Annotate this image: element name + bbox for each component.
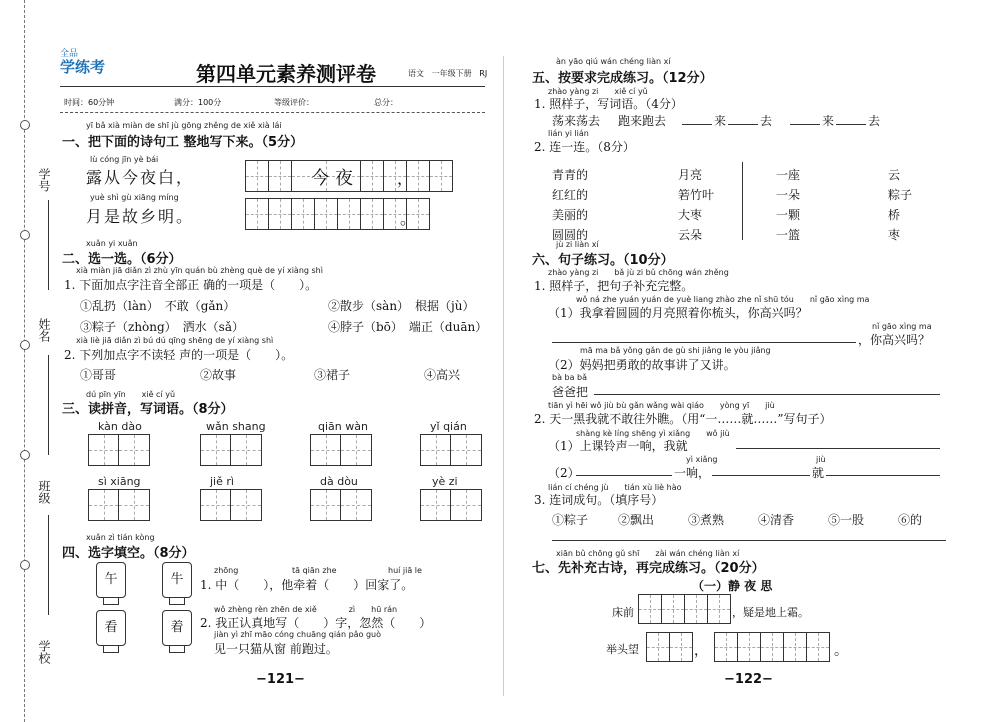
rating-label: 等级评价： [274, 98, 314, 107]
s4-q2[interactable]: 2. 我正认真地写（ ）字，忽然（ ） [200, 616, 432, 630]
s5-blank[interactable] [728, 112, 758, 125]
s3-row2-pinyin: sì xiāng [98, 475, 141, 488]
match-left-b[interactable]: 云朵 [678, 228, 703, 242]
s5-lai: 来 [822, 114, 835, 128]
s6-q3-opt: ③煮熟 [688, 513, 725, 527]
s6-q1: 1. 照样子，把句子补充完整。 [534, 279, 694, 293]
s6-q1a2-pinyin: nǐ gāo xìng ma [872, 322, 932, 331]
page-divider [503, 56, 504, 696]
match-left-b[interactable]: 箬竹叶 [678, 188, 715, 202]
s6-q3-pinyin: lián cí chéng jù tián xù liè hào [548, 483, 682, 492]
info-rule [60, 112, 485, 113]
logo [60, 46, 105, 77]
s6-pinyin: jù zi liàn xí [556, 240, 599, 249]
s6-answer-line[interactable] [552, 528, 946, 541]
s6-q2a-pinyin: shàng kè líng shēng yì xiǎng wǒ jiù [576, 429, 730, 438]
s6-q2b-pre: （2） [548, 466, 580, 480]
s4-pinyin: xuǎn zì tián kòng [86, 533, 155, 542]
s5-example: 跑来跑去 [618, 114, 667, 128]
s2-q1-opt[interactable]: ②散步（sàn） 根据（jù） [328, 299, 475, 313]
s4-title: 四、选字填空。（8分） [62, 546, 195, 561]
s6-q2b-pinyin: yì xiǎng [686, 455, 718, 464]
poem-title: （一）静 夜 思 [692, 579, 773, 593]
side-field-line[interactable] [48, 355, 49, 455]
total-label: 总分： [374, 98, 398, 107]
binding-hole [20, 120, 30, 130]
poem-grid-2[interactable] [646, 632, 692, 662]
s5-title: 五、按要求完成练习。（12分） [532, 71, 713, 86]
s1-line1: 露从今夜白， [86, 168, 195, 187]
subject: 语文 [408, 69, 424, 78]
s7-title: 七、先补充古诗，再完成练习。（20分） [532, 561, 765, 576]
match-left-b[interactable]: 月亮 [678, 168, 703, 182]
s6-q1-pinyin: zhào yàng zi bǎ jù zi bǔ chōng wán zhěng [548, 268, 729, 277]
s3-row1-pinyin: kàn dào [98, 420, 142, 433]
s3-row1-pinyin: yǐ qián [430, 420, 467, 433]
s1-comma: ， [397, 169, 414, 188]
match-left-a[interactable]: 美丽的 [552, 208, 589, 222]
s3-row1-pinyin: qiān wàn [318, 420, 368, 433]
s5-qu: 去 [868, 114, 881, 128]
s6-answer-line[interactable] [736, 436, 940, 449]
match-right-b[interactable]: 云 [888, 168, 901, 182]
side-school: 学校 [37, 640, 51, 664]
s3-grid[interactable] [88, 434, 150, 466]
poem-line2-pre: 举头望 [606, 643, 639, 656]
s5-blank[interactable] [836, 112, 866, 125]
char-card-wu: 午 [96, 562, 126, 598]
s1-pinyin: yī bǎ xià miàn de shī jù gōng zhěng de xiě xià lái [86, 121, 282, 130]
s6-q2b-pinyin: jiù [816, 455, 826, 464]
side-name: 姓名 [37, 318, 51, 342]
side-class: 班级 [37, 480, 51, 504]
s2-pinyin: xuǎn yi xuǎn [86, 239, 138, 248]
s6-answer-line[interactable] [576, 463, 672, 476]
poem-line1-post: ，疑是地上霜。 [732, 606, 809, 619]
s6-answer-line[interactable] [712, 463, 810, 476]
match-right-a[interactable]: 一座 [776, 168, 801, 182]
s4-q1[interactable]: 1. 中（ ），他牵着（ ）回家了。 [200, 578, 414, 592]
s6-q3-opt: ①粽子 [552, 513, 589, 527]
s4-q2b: 见一只猫从窗 前跑过。 [214, 642, 338, 656]
s4-q1-pinyin: zhōng [214, 566, 239, 575]
s6-title: 六、句子练习。（10分） [532, 253, 674, 268]
binding-line [24, 0, 25, 722]
s2-q2-opt[interactable]: ①哥哥 [80, 368, 117, 382]
s6-q1b2-pinyin: bà ba bǎ [552, 373, 588, 382]
s3-row2-pinyin: dà dòu [320, 475, 358, 488]
s5-blank[interactable] [682, 112, 712, 125]
s5-q1: 1. 照样子，写词语。（4分） [534, 97, 683, 111]
s4-q1-pinyin: huí jiā le [388, 566, 422, 575]
poem-grid-1[interactable] [638, 594, 730, 624]
time-label: 时间：60分钟 [64, 98, 115, 107]
s3-title: 三、读拼音，写词语。（8分） [62, 402, 234, 417]
page-title: 第四单元素养测评卷 [196, 62, 376, 86]
s5-q1-pinyin: zhào yàng zi xiě cí yǔ [548, 87, 648, 96]
s6-q2b-mid: 一响， [674, 466, 711, 480]
s2-q2-pinyin: xià liè jiā diǎn zì bú dú qīng shēng de yí xiàng shì [76, 336, 274, 345]
match-right-a[interactable]: 一颗 [776, 208, 801, 222]
side-field-line[interactable] [48, 515, 49, 615]
s5-example: 荡来荡去 [552, 114, 601, 128]
s2-q1-opt[interactable]: ①乱扔（làn） 不敢（gǎn） [80, 299, 236, 313]
s6-q2b-jiu: 就 [812, 466, 825, 480]
binding-hole [20, 230, 30, 240]
s3-grid[interactable] [310, 489, 372, 521]
match-divider [742, 162, 743, 240]
char-card-kan: 看 [96, 610, 126, 646]
poem-period: 。 [834, 643, 848, 659]
s2-q2-opt[interactable]: ③裙子 [314, 368, 351, 382]
grade: 一年级下册 [431, 69, 472, 78]
match-right-a[interactable]: 一篮 [776, 228, 801, 242]
match-left-a[interactable]: 圆圆的 [552, 228, 589, 242]
s3-row1-pinyin: wǎn shang [206, 420, 266, 433]
s6-q2: 2. 天一黑我就不敢往外瞧。（用“一……就……”写句子） [534, 412, 832, 426]
s2-q2-opt[interactable]: ④高兴 [424, 368, 461, 382]
s6-q1a: （1）我拿着圆圆的月亮照着你梳头，你高兴吗？ [548, 306, 808, 320]
s3-pinyin: dú pīn yīn xiě cí yǔ [86, 390, 176, 399]
match-left-b[interactable]: 大枣 [678, 208, 703, 222]
header-rule [60, 86, 485, 87]
logo-top: 全品 [60, 49, 79, 59]
side-student-no: 学号 [37, 168, 51, 192]
s6-q1b2: 爸爸把 [552, 385, 589, 399]
s2-q1: 1. 下面加点字注音全部正 确的一项是（ ）。 [64, 278, 318, 292]
poem-grid-3[interactable] [714, 632, 829, 662]
s6-answer-line[interactable] [552, 330, 856, 343]
binding-hole [20, 340, 30, 350]
s1-given-chars: 今夜 [311, 168, 359, 189]
page-number-right: −122− [724, 672, 773, 687]
char-card-niu: 牛 [162, 562, 192, 598]
s6-q1b-pinyin: mā ma bǎ yǒng gǎn de gù shi jiǎng le yòu jiǎng [580, 346, 771, 355]
s1-title: 一、把下面的诗句工 整地写下来。（5分） [62, 135, 304, 150]
match-left-a[interactable]: 红红的 [552, 188, 589, 202]
s3-grid[interactable] [200, 434, 262, 466]
match-right-b[interactable]: 桥 [888, 208, 901, 222]
s5-blank[interactable] [790, 112, 820, 125]
s6-q1a2: ，你高兴吗？ [858, 333, 931, 347]
match-right-a[interactable]: 一朵 [776, 188, 801, 202]
s6-q2-pinyin: tiān yì hēi wǒ jiù bù gǎn wǎng wài qiáo yòng yī jiù [548, 401, 775, 410]
s3-grid[interactable] [310, 434, 372, 466]
s5-q2-pinyin: lián yi lián [548, 129, 589, 138]
s1-line1-pinyin: lù cóng jīn yè bái [90, 155, 159, 164]
page-number-left: −121− [256, 672, 305, 687]
s6-answer-line[interactable] [594, 382, 940, 395]
s6-q3: 3. 连词成句。（填序号） [534, 493, 664, 507]
s3-row2-pinyin: yè zi [432, 475, 458, 488]
match-right-b[interactable]: 粽子 [888, 188, 913, 202]
char-card-zhe: 着 [162, 610, 192, 646]
s5-lai: 来 [714, 114, 727, 128]
s3-grid[interactable] [88, 489, 150, 521]
s2-q1-opt[interactable]: ④脖子（bō） 端正（duān） [328, 320, 488, 334]
s1-line2-pinyin: yuè shì gù xiāng míng [90, 193, 179, 202]
side-field-line[interactable] [48, 200, 49, 290]
s2-q2: 2. 下列加点字不读轻 声的一项是（ ）。 [64, 348, 294, 362]
s4-q2-pinyin: wǒ zhèng rèn zhēn de xiě zì hū rán [214, 605, 398, 614]
s7-pinyin: xiān bǔ chōng gǔ shī zài wán chéng liàn xí [556, 549, 740, 558]
match-right-b[interactable]: 枣 [888, 228, 901, 242]
s2-q1-pinyin: xià miàn jiā diǎn zì zhù yīn quán bù zhèng què de yí xiàng shì [76, 266, 323, 275]
binding-hole [20, 450, 30, 460]
s6-q1a-pinyin: wǒ ná zhe yuán yuán de yuè liang zhào zhe nǐ shū tóu nǐ gāo xìng ma [576, 295, 870, 304]
s2-title: 二、选一选。（6分） [62, 252, 182, 267]
score-label: 满分：100分 [174, 98, 222, 107]
logo-main: 学练考 [60, 58, 106, 76]
poem-comma: ， [694, 643, 708, 659]
s3-grid[interactable] [420, 434, 482, 466]
s4-q2b-pinyin: jiàn yì zhī māo cóng chuāng qián pǎo guò [214, 630, 382, 639]
binding-hole [20, 560, 30, 570]
s1-line2: 月是故乡明。 [86, 207, 195, 226]
poem-line1-pre: 床前 [612, 606, 634, 619]
match-left-a[interactable]: 青青的 [552, 168, 589, 182]
s6-q3-opt: ④清香 [758, 513, 795, 527]
s6-q3-opt: ②飘出 [618, 513, 655, 527]
s6-q3-opt: ⑤一股 [828, 513, 865, 527]
s3-grid[interactable] [420, 489, 482, 521]
s6-q1b: （2）妈妈把勇敢的故事讲了又讲。 [548, 358, 736, 372]
s3-grid[interactable] [200, 489, 262, 521]
s2-q1-opt[interactable]: ③粽子（zhòng） 洒水（sǎ） [80, 320, 244, 334]
s6-answer-line[interactable] [826, 463, 940, 476]
s5-pinyin: àn yāo qiú wán chéng liàn xí [556, 57, 671, 66]
header-meta [408, 68, 487, 79]
s5-qu: 去 [760, 114, 773, 128]
s3-row2-pinyin: jiě rì [210, 475, 234, 488]
s2-q2-opt[interactable]: ②故事 [200, 368, 237, 382]
s5-q2: 2. 连一连。（8分） [534, 140, 635, 154]
s1-period: 。 [400, 209, 417, 228]
s6-q3-opt: ⑥的 [898, 513, 923, 527]
s6-q2a: （1）上课铃声一响，我就 [548, 439, 688, 453]
edition: RJ [479, 69, 488, 78]
s4-q1-pinyin: tā qiān zhe [292, 566, 337, 575]
